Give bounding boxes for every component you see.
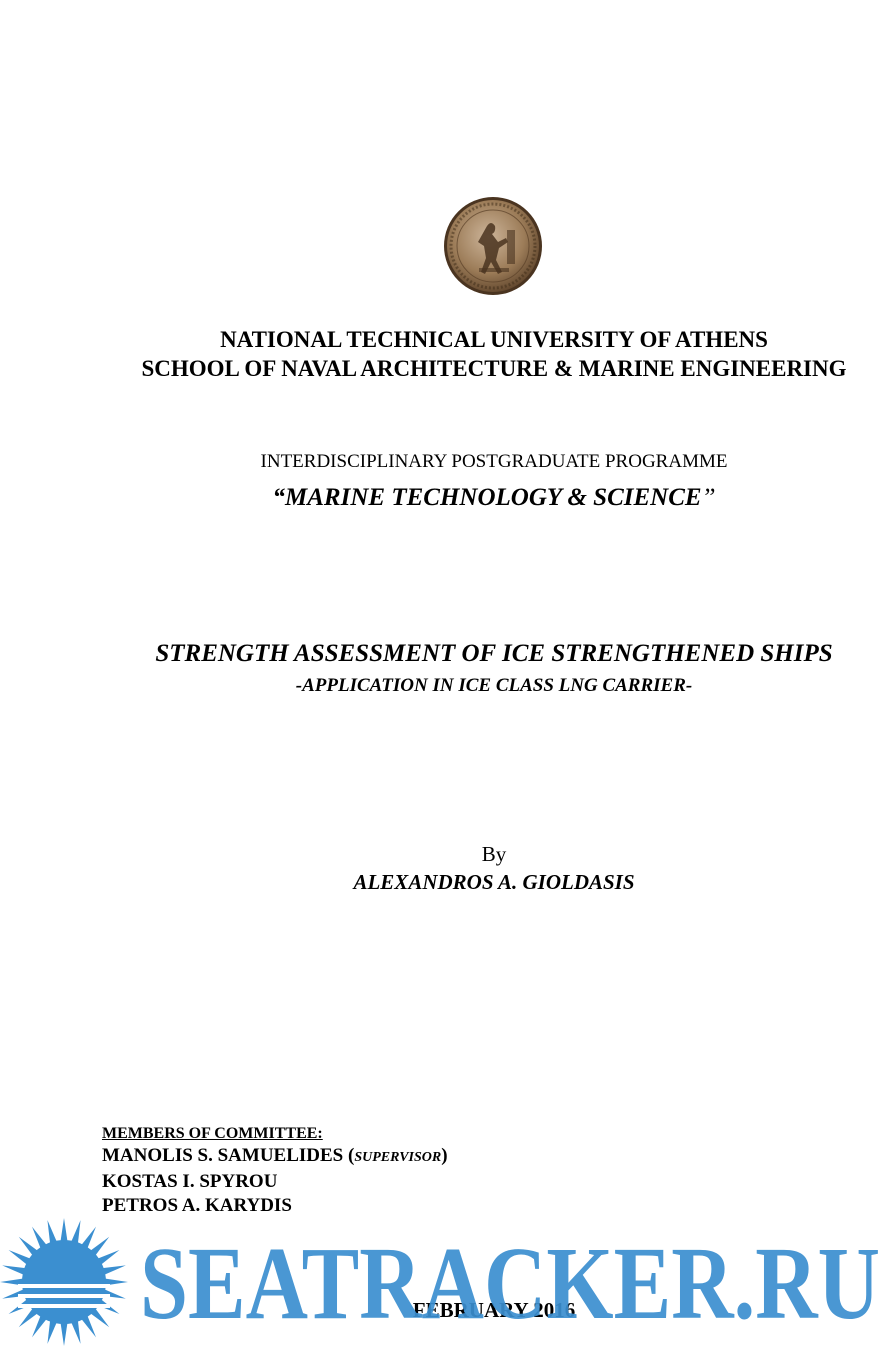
- sun-ray: [102, 1265, 126, 1275]
- sun-ray: [71, 1320, 81, 1344]
- publication-date: FEBRUARY 2016: [412, 1298, 576, 1322]
- wave-line: [18, 1304, 110, 1308]
- sun-ray: [71, 1220, 81, 1244]
- open-quote: “: [272, 484, 286, 511]
- sun-ray: [2, 1265, 26, 1275]
- committee-heading: MEMBERS OF COMMITTEE:: [102, 1125, 323, 1142]
- sun-ray: [60, 1322, 67, 1346]
- university-name: NATIONAL TECHNICAL UNIVERSITY OF ATHENS: [220, 327, 768, 352]
- subtitle-dash-right: -: [685, 675, 693, 696]
- sun-ray: [90, 1237, 110, 1257]
- seal-icon: [443, 196, 543, 296]
- sun-icon: [0, 1218, 128, 1346]
- sun-ray: [47, 1220, 57, 1244]
- sun-ray: [81, 1227, 96, 1250]
- programme-name-text: MARINE TECHNOLOGY & SCIENCE: [285, 484, 702, 511]
- subtitle-text: APPLICATION IN ICE CLASS LNG CARRIER: [302, 675, 686, 696]
- committee-member: KOSTAS I. SPYROU: [102, 1171, 278, 1192]
- wave-line: [18, 1284, 110, 1288]
- sun-ray: [9, 1299, 32, 1314]
- sun-ray: [60, 1218, 67, 1242]
- thesis-subtitle: [100, 674, 888, 698]
- member-name: MANOLIS S. SAMUELIDES: [102, 1145, 344, 1166]
- school-name: SCHOOL OF NAVAL ARCHITECTURE & MARINE ENGINEERING: [141, 356, 847, 381]
- committee-member: MANOLIS S. SAMUELIDES (SUPERVISOR): [102, 1145, 448, 1166]
- sun-ray: [32, 1227, 47, 1250]
- sun-ray: [104, 1278, 128, 1285]
- sun-ray: [47, 1320, 57, 1344]
- committee-member: PETROS A. KARYDIS: [102, 1195, 292, 1216]
- sun-ray: [0, 1278, 24, 1285]
- subtitle-dash-left: -: [295, 675, 303, 696]
- watermark-text: SEATRACKER.RU: [140, 1226, 880, 1341]
- sun-ray: [2, 1289, 26, 1299]
- by-label: By: [481, 842, 507, 866]
- sun-ray: [9, 1250, 32, 1265]
- member-role: SUPERVISOR: [354, 1150, 442, 1165]
- sun-ray: [32, 1315, 47, 1338]
- sun-ray: [97, 1250, 120, 1265]
- sun-ray: [19, 1308, 39, 1328]
- programme-label: INTERDISCIPLINARY POSTGRADUATE PROGRAMME: [260, 451, 728, 472]
- watermark: [0, 1218, 892, 1352]
- committee-block: [102, 1124, 602, 1218]
- close-quote: ”: [701, 484, 716, 511]
- thesis-title: STRENGTH ASSESSMENT OF ICE STRENGTHENED SHIPS: [155, 640, 833, 667]
- author-name: ALEXANDROS A. GIOLDASIS: [353, 870, 635, 894]
- university-seal: [443, 196, 543, 296]
- watermark-svg: [0, 1218, 892, 1352]
- sun-ray: [81, 1315, 96, 1338]
- wave-line: [18, 1294, 110, 1298]
- sun-ray: [19, 1237, 39, 1257]
- sun-disc: [22, 1240, 106, 1324]
- programme-name: [100, 482, 888, 514]
